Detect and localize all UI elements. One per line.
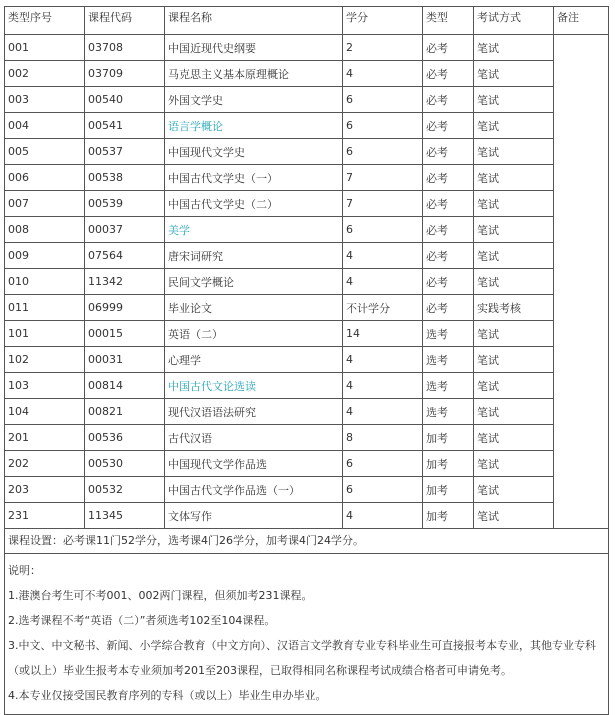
cell-code: 00540 [85, 87, 165, 113]
cell-credit: 6 [343, 451, 423, 477]
cell-code: 00015 [85, 321, 165, 347]
cell-code: 00037 [85, 217, 165, 243]
cell-type: 加考 [423, 425, 474, 451]
cell-seq: 201 [5, 425, 85, 451]
cell-code: 00814 [85, 373, 165, 399]
cell-type: 选考 [423, 347, 474, 373]
cell-credit: 2 [343, 35, 423, 61]
cell-exam-method: 笔试 [474, 477, 554, 503]
cell-credit: 6 [343, 87, 423, 113]
cell-seq: 231 [5, 503, 85, 529]
cell-credit: 7 [343, 165, 423, 191]
cell-type: 加考 [423, 451, 474, 477]
cell-code: 00538 [85, 165, 165, 191]
table-row [5, 503, 609, 529]
cell-credit: 4 [343, 399, 423, 425]
cell-code: 00539 [85, 191, 165, 217]
cell-credit: 7 [343, 191, 423, 217]
cell-credit: 4 [343, 61, 423, 87]
cell-exam-method: 笔试 [474, 217, 554, 243]
table-header-row [5, 7, 609, 35]
cell-exam-method: 笔试 [474, 113, 554, 139]
cell-course-name: 唐宋词研究 [165, 243, 343, 269]
cell-remark [554, 35, 609, 529]
cell-seq: 011 [5, 295, 85, 321]
col-header-seq: 类型序号 [5, 7, 85, 35]
cell-code: 07564 [85, 243, 165, 269]
cell-seq: 006 [5, 165, 85, 191]
cell-seq: 007 [5, 191, 85, 217]
table-row [5, 477, 609, 503]
table-row [5, 191, 609, 217]
col-header-exam: 考试方式 [474, 7, 554, 35]
table-row [5, 321, 609, 347]
cell-course-name: 马克思主义基本原理概论 [165, 61, 343, 87]
cell-course-name[interactable]: 语言学概论 [165, 113, 343, 139]
cell-course-name: 中国现代文学作品选 [165, 451, 343, 477]
cell-seq: 009 [5, 243, 85, 269]
cell-credit: 6 [343, 139, 423, 165]
explanation-item: 2.选考课程不考“英语（二）”者须选考102至104课程。 [8, 614, 276, 627]
cell-course-name: 民间文学概论 [165, 269, 343, 295]
cell-exam-method: 笔试 [474, 61, 554, 87]
cell-course-name: 外国文学史 [165, 87, 343, 113]
cell-exam-method: 笔试 [474, 87, 554, 113]
explanation-block [5, 554, 608, 714]
cell-course-name: 中国古代文学史（二） [165, 191, 343, 217]
cell-exam-method: 笔试 [474, 269, 554, 295]
cell-type: 必考 [423, 191, 474, 217]
cell-course-name: 古代汉语 [165, 425, 343, 451]
cell-code: 11342 [85, 269, 165, 295]
table-row [5, 61, 609, 87]
cell-credit: 6 [343, 217, 423, 243]
table-row [5, 87, 609, 113]
col-header-type: 类型 [423, 7, 474, 35]
cell-exam-method: 笔试 [474, 347, 554, 373]
cell-seq: 005 [5, 139, 85, 165]
cell-course-name: 中国古代文学作品选（一） [165, 477, 343, 503]
cell-code: 00532 [85, 477, 165, 503]
col-header-name: 课程名称 [165, 7, 343, 35]
cell-type: 必考 [423, 217, 474, 243]
cell-type: 必考 [423, 139, 474, 165]
explanation-item: 4.本专业仅接受国民教育序列的专科（或以上）毕业生申办毕业。 [8, 689, 327, 702]
cell-exam-method: 笔试 [474, 373, 554, 399]
cell-credit: 4 [343, 269, 423, 295]
table-row [5, 295, 609, 321]
col-header-credit: 学分 [343, 7, 423, 35]
cell-course-name: 英语（二） [165, 321, 343, 347]
cell-type: 加考 [423, 503, 474, 529]
cell-type: 必考 [423, 61, 474, 87]
explanation-item: 3.中文、中文秘书、新闻、小学综合教育（中文方向）、汉语言文学教育专业专科毕业生可直接报考本专业，其他专业专科（或以上）毕业生报考本专业须加考201至203课程，已取得相同名称课程考试成绩合格者可申请免考。 [8, 639, 596, 677]
cell-type: 必考 [423, 165, 474, 191]
cell-course-name: 文体写作 [165, 503, 343, 529]
cell-exam-method: 笔试 [474, 451, 554, 477]
cell-code: 11345 [85, 503, 165, 529]
cell-course-name: 中国现代文学史 [165, 139, 343, 165]
cell-code: 00031 [85, 347, 165, 373]
table-row [5, 399, 609, 425]
cell-code: 00536 [85, 425, 165, 451]
cell-seq: 202 [5, 451, 85, 477]
notes-section [4, 528, 609, 715]
cell-code: 00537 [85, 139, 165, 165]
cell-type: 必考 [423, 35, 474, 61]
table-row [5, 425, 609, 451]
cell-type: 选考 [423, 399, 474, 425]
cell-code: 06999 [85, 295, 165, 321]
cell-type: 选考 [423, 321, 474, 347]
cell-type: 必考 [423, 243, 474, 269]
cell-exam-method: 笔试 [474, 425, 554, 451]
table-row [5, 347, 609, 373]
col-header-code: 课程代码 [85, 7, 165, 35]
cell-course-name: 中国古代文学史（一） [165, 165, 343, 191]
cell-credit: 4 [343, 503, 423, 529]
cell-seq: 010 [5, 269, 85, 295]
cell-exam-method: 笔试 [474, 191, 554, 217]
cell-exam-method: 笔试 [474, 139, 554, 165]
cell-seq: 103 [5, 373, 85, 399]
cell-seq: 104 [5, 399, 85, 425]
cell-seq: 101 [5, 321, 85, 347]
cell-type: 必考 [423, 295, 474, 321]
cell-exam-method: 笔试 [474, 243, 554, 269]
table-row [5, 373, 609, 399]
cell-exam-method: 实践考核 [474, 295, 554, 321]
cell-course-name[interactable]: 美学 [165, 217, 343, 243]
cell-credit: 6 [343, 477, 423, 503]
course-table [4, 6, 609, 529]
cell-type: 选考 [423, 373, 474, 399]
cell-type: 必考 [423, 87, 474, 113]
col-header-remark: 备注 [554, 7, 609, 35]
cell-code: 00530 [85, 451, 165, 477]
cell-credit: 不计学分 [343, 295, 423, 321]
cell-code: 03709 [85, 61, 165, 87]
cell-credit: 14 [343, 321, 423, 347]
cell-exam-method: 笔试 [474, 165, 554, 191]
cell-exam-method: 笔试 [474, 399, 554, 425]
cell-credit: 4 [343, 243, 423, 269]
cell-credit: 4 [343, 373, 423, 399]
cell-seq: 203 [5, 477, 85, 503]
cell-course-name: 毕业论文 [165, 295, 343, 321]
cell-course-name: 心理学 [165, 347, 343, 373]
cell-exam-method: 笔试 [474, 35, 554, 61]
table-row [5, 217, 609, 243]
cell-seq: 004 [5, 113, 85, 139]
table-row [5, 35, 609, 61]
cell-seq: 102 [5, 347, 85, 373]
cell-type: 必考 [423, 269, 474, 295]
cell-exam-method: 笔试 [474, 321, 554, 347]
table-row [5, 451, 609, 477]
cell-code: 00821 [85, 399, 165, 425]
table-row [5, 165, 609, 191]
cell-seq: 003 [5, 87, 85, 113]
table-row [5, 243, 609, 269]
table-row [5, 139, 609, 165]
cell-exam-method: 笔试 [474, 503, 554, 529]
cell-course-name: 中国近现代史纲要 [165, 35, 343, 61]
cell-course-name: 现代汉语语法研究 [165, 399, 343, 425]
course-setup-summary: 课程设置：必考课11门52学分，选考课4门26学分，加考课4门24学分。 [5, 529, 608, 554]
cell-code: 00541 [85, 113, 165, 139]
cell-seq: 008 [5, 217, 85, 243]
cell-credit: 8 [343, 425, 423, 451]
cell-type: 必考 [423, 113, 474, 139]
table-row [5, 113, 609, 139]
cell-credit: 4 [343, 347, 423, 373]
cell-course-name[interactable]: 中国古代文论选读 [165, 373, 343, 399]
table-row [5, 269, 609, 295]
cell-credit: 6 [343, 113, 423, 139]
explanation-item: 1.港澳台考生可不考001、002两门课程，但须加考231课程。 [8, 589, 313, 602]
cell-type: 加考 [423, 477, 474, 503]
cell-seq: 002 [5, 61, 85, 87]
explanation-heading: 说明： [8, 564, 41, 577]
cell-seq: 001 [5, 35, 85, 61]
cell-code: 03708 [85, 35, 165, 61]
course-table-body [5, 35, 609, 529]
